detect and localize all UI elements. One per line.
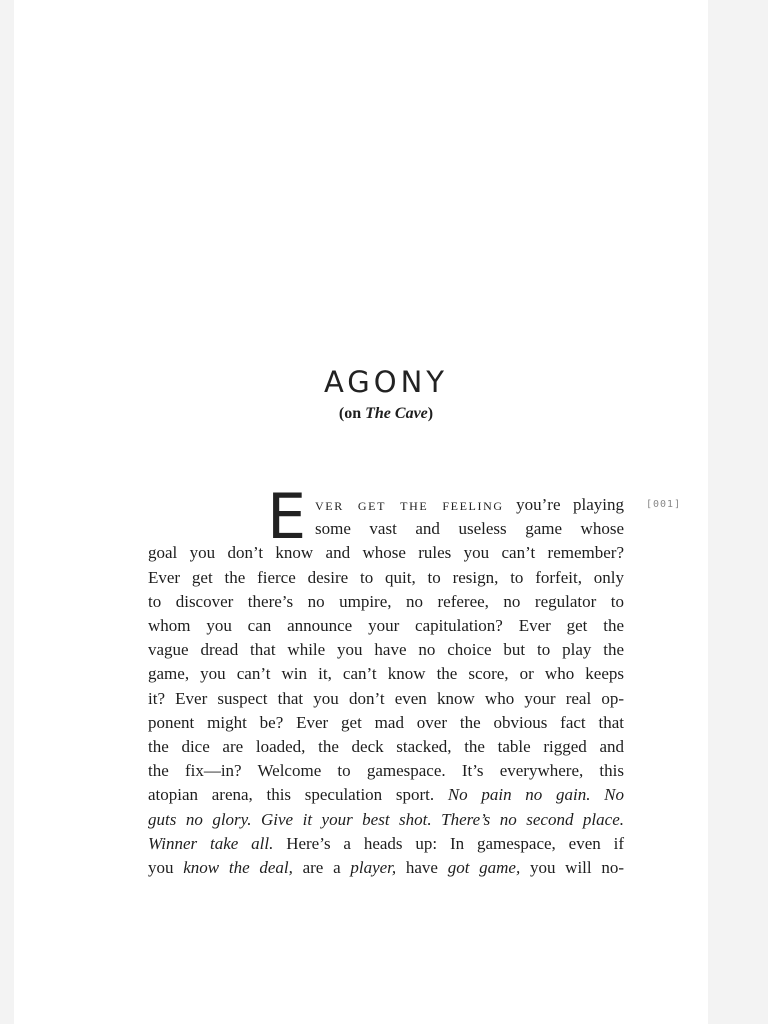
text-run: atopian arena, this speculation sport.: [148, 785, 448, 805]
text-line: [148, 541, 624, 565]
text-line: [148, 493, 624, 517]
drop-cap: E: [267, 480, 307, 553]
chapter-subtitle: [148, 404, 624, 424]
text-run: the dice are loaded, the deck stacked, the table rigged and: [148, 737, 624, 757]
italic-phrase: No pain no gain. No: [447, 785, 625, 805]
page-number: [001]: [646, 499, 682, 510]
italic-phrase: got game,: [447, 858, 521, 878]
text-run: the fix—in? Welcome to gamespace. It’s everywhere, this: [148, 761, 624, 781]
italic-phrase: Winner take all.: [148, 833, 274, 853]
italic-phrase: know the deal,: [183, 858, 293, 878]
text-lines: [148, 493, 624, 880]
text-line: [148, 638, 624, 662]
text-line: [148, 614, 624, 638]
text-run: whom you can announce your capitulation? Ever get the: [148, 616, 624, 636]
body-text: [148, 480, 625, 880]
text-run: are a: [292, 858, 351, 878]
subtitle-close: ): [427, 405, 434, 422]
text-run: you: [148, 858, 184, 878]
chapter-title: AGONY: [323, 365, 449, 399]
text-line: [148, 808, 624, 832]
text-line: [148, 590, 624, 614]
text-line: [148, 759, 624, 783]
text-line: [148, 783, 624, 807]
italic-phrase: guts no glory. Give it your best shot. There’s no second place.: [148, 809, 624, 829]
text-run: ponent might be? Ever get mad over the obvious fact that: [148, 712, 624, 732]
text-line: [148, 517, 624, 541]
text-run: Ever get the fierce desire to quit, to resign, to forfeit, only: [148, 567, 624, 587]
text-line: [148, 687, 624, 711]
text-run: some vast and useless game whose: [315, 519, 624, 539]
text-run: it? Ever suspect that you don’t even know who your real op-: [148, 688, 624, 708]
text-line: [148, 735, 624, 759]
text-run: Here’s a heads up: In gamespace, even if: [273, 833, 625, 853]
text-line: [148, 856, 624, 880]
text-run: goal you don’t know and whose rules you can’t remember?: [148, 543, 624, 563]
text-line: [148, 711, 624, 735]
text-line: [148, 832, 624, 856]
subtitle-work-title: The Cave: [365, 405, 428, 422]
text-run: you’re playing: [503, 495, 625, 514]
text-run: vague dread that while you have no choice but to play the: [148, 640, 624, 660]
text-run: game, you can’t win it, can’t know the score, or who keeps: [148, 664, 624, 684]
italic-phrase: player,: [350, 858, 397, 878]
subtitle-open: (on: [338, 405, 366, 422]
text-run: to discover there’s no umpire, no referee, no regulator to: [148, 591, 624, 611]
text-run: you will no-: [520, 858, 625, 878]
text-line: [148, 566, 624, 590]
text-line: [148, 662, 624, 686]
text-run: have: [396, 858, 448, 878]
small-caps-lead: ver get the feeling: [315, 495, 504, 514]
